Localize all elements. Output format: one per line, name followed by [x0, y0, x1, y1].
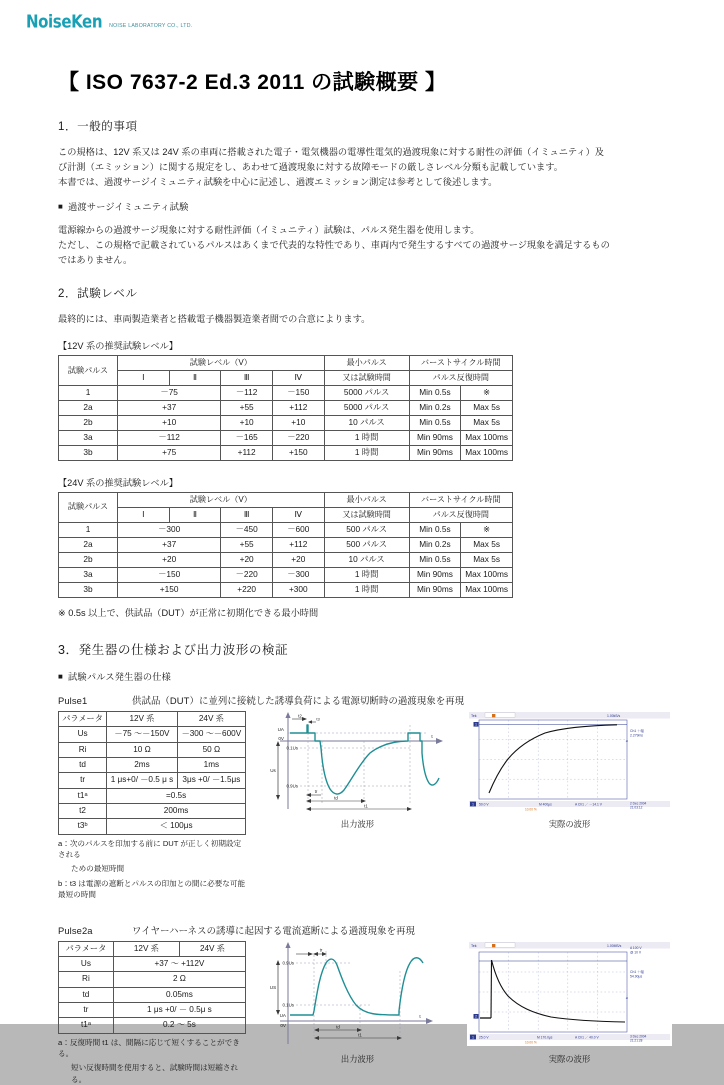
cell-burst: Min 0.2s — [409, 400, 461, 415]
pulse2a-scope-ch-readout: Ch1 ＋幅 — [630, 969, 644, 974]
table-24v-label: 【24V 系の推奨試験レベル】 — [58, 478, 178, 489]
cell-repetition: ※ — [461, 522, 513, 537]
pulse2a-output-caption: 出力波形 — [340, 1053, 375, 1064]
parameter-row — [59, 1002, 246, 1017]
pulse1-scope-figure — [467, 711, 672, 830]
cell-pulse: 2a — [59, 537, 118, 552]
pulse1-label-us: Us — [270, 767, 276, 773]
cell-level-iii: +220 — [221, 582, 273, 597]
pulse1-label-09us: 0.9Us — [286, 783, 298, 789]
cell-param-value-24v: 50 Ω — [177, 742, 245, 757]
pulse1-block — [58, 693, 672, 901]
pulse2a-waveform-figure — [260, 941, 455, 1065]
pulse2a-footnote-a-1: a：反復時間 t1 は、間隔に応じて短くすることができる。 — [58, 1037, 240, 1058]
cell-param-value-both: ＜ 100μs — [107, 819, 246, 834]
cell-repetition: Max 100ms — [461, 431, 513, 446]
table-row — [59, 537, 513, 552]
pulse2a-label-tr: tr — [319, 947, 323, 953]
cell-level-iii: +20 — [221, 552, 273, 567]
parameter-header-row — [59, 941, 246, 956]
th-burst-top: バーストサイクル時間 — [409, 493, 512, 508]
svg-text:1.00kS/s: 1.00kS/s — [607, 713, 621, 718]
pulse1-scope-time: 21:03:12 — [630, 805, 643, 810]
parameter-row — [59, 956, 246, 971]
pulse2a-actual-caption: 実際の波形 — [548, 1053, 591, 1064]
pulse1-waveform-figure — [260, 711, 455, 830]
pulse1-actual-caption: 実際の波形 — [548, 818, 591, 829]
table-row — [59, 416, 513, 431]
parameter-row — [59, 788, 246, 803]
cell-param-value-both: 2 Ω — [113, 972, 245, 987]
logo-wordmark: NoiseKen — [26, 10, 103, 33]
pulse1-scope-ch-readout: Ch1 ＋幅 — [630, 728, 644, 733]
parameter-header-row — [59, 711, 246, 726]
pulse2a-block — [58, 923, 672, 1085]
pulse1-label-ua: UA — [277, 726, 284, 732]
pulse1-label-t: t — [431, 733, 433, 739]
th-level-i: Ⅰ — [118, 507, 170, 522]
th-pulse: 試験パルス — [59, 493, 118, 523]
pulse1-footnote-a-2: ための最短時間 — [71, 864, 125, 874]
parameter-row — [59, 1018, 246, 1033]
svg-text:◄: ◄ — [625, 995, 629, 1000]
pulse1-label-t2: t2 — [298, 713, 302, 719]
pulse1-label-tr: tr — [314, 788, 318, 794]
cell-level-iii: －450 — [221, 522, 273, 537]
table-12v-body — [59, 385, 513, 460]
cell-level-i-ii: +37 — [118, 400, 221, 415]
parameter-row — [59, 819, 246, 834]
cell-param-value-12v: 1 μs+0/ －0.5 μ s — [107, 773, 178, 788]
pulse2a-scope-date: 3 Dec 2004 — [630, 1034, 647, 1039]
cell-level-iii: －165 — [221, 431, 273, 446]
pulse2a-label-ua: UA — [279, 1012, 286, 1018]
table-row — [59, 582, 513, 597]
parameter-row — [59, 742, 246, 757]
cell-level-i-ii: －150 — [118, 567, 221, 582]
cell-burst: Min 0.5s — [409, 416, 461, 431]
cell-param-name: Us — [59, 956, 114, 971]
th-param: パラメータ — [59, 711, 107, 726]
cell-min-pulse: 5000 パルス — [324, 385, 409, 400]
cell-param-value-both: 200ms — [107, 803, 246, 818]
pulse2a-description: ワイヤーハーネスの誘導に起因する電流遮断による過渡現象を再現 — [132, 924, 416, 936]
cell-param-name: t1ᵃ — [59, 788, 107, 803]
th-24v: 24V 系 — [179, 941, 245, 956]
table-12v-head — [59, 356, 513, 386]
table-24v-head-row-1 — [59, 493, 513, 508]
pulse1-footnote-b: b：t3 は電源の遮断とパルスの印加との間に必要な可能最短の時間 — [58, 878, 246, 900]
cell-level-i-ii: +10 — [118, 416, 221, 431]
cell-param-value-24v: 3μs +0/ －1.5μs — [177, 773, 245, 788]
cell-pulse: 3b — [59, 446, 118, 461]
pulse1-waveform-svg — [260, 711, 455, 816]
cell-level-iii: +55 — [221, 537, 273, 552]
cell-param-value-both: =0.5s — [107, 788, 246, 803]
s1-p1-line2: び計測（エミッション）に関する規定をし、あわせて過渡現象に対する故障モードの厳しさレベル分類も記載しています。 — [58, 161, 563, 172]
table-24v-body — [59, 522, 513, 597]
section-1-sub-heading: ■ 過渡サージイミュニティ試験 — [58, 199, 672, 213]
company-logo — [26, 10, 193, 33]
pulse2a-scope-figure — [467, 941, 672, 1065]
table-row — [59, 446, 513, 461]
cell-level-iii: －220 — [221, 567, 273, 582]
cell-burst: Min 90ms — [409, 582, 461, 597]
cell-param-value-both: 0.05ms — [113, 987, 245, 1002]
level-table-footnote: ※ 0.5s 以上で、供試品（DUT）が正常に初期化できる最小時間 — [58, 607, 319, 618]
pulse1-table-body — [59, 711, 246, 834]
table-12v-label: 【12V 系の推奨試験レベル】 — [58, 341, 178, 352]
section-3-sub-heading: ■ 試験パルス発生器の仕様 — [58, 669, 672, 683]
th-level-iv: Ⅳ — [272, 371, 324, 386]
table-row — [59, 522, 513, 537]
cell-param-value-both: +37 ～ +112V — [113, 956, 245, 971]
s1-p2-line2: ただし、この規格で記載されているパルスはあくまで代表的な特性であり、車両内で発生するすべての過渡サージ現象を満足するもの — [58, 239, 610, 250]
pulse1-label-t3: t3 — [316, 716, 320, 722]
svg-text:2: 2 — [475, 1014, 477, 1019]
cell-level-i-ii: －112 — [118, 431, 221, 446]
parameter-row — [59, 727, 246, 742]
cell-level-iv: －300 — [272, 567, 324, 582]
pulse2a-heading — [58, 923, 672, 937]
pulse2a-scope-tek: Tek — [471, 943, 477, 948]
cell-repetition: Max 5s — [461, 537, 513, 552]
th-min-top: 最小パルス — [324, 493, 409, 508]
cell-param-value-12v: 10 Ω — [107, 742, 178, 757]
th-burst-bottom: パルス反復時間 — [409, 371, 512, 386]
table-12v-head-row-2 — [59, 371, 513, 386]
th-level-iii: Ⅲ — [221, 371, 273, 386]
pulse2a-row — [58, 941, 672, 1085]
section-1-paragraph-1 — [58, 145, 672, 190]
th-min-bottom: 又は試験時間 — [324, 507, 409, 522]
cell-repetition: Max 5s — [461, 416, 513, 431]
page-title: 【 ISO 7637-2 Ed.3 2011 の試験概要 】 — [58, 71, 447, 94]
cell-level-iv: +300 — [272, 582, 324, 597]
th-burst-top: バーストサイクル時間 — [409, 356, 512, 371]
cell-min-pulse: 1 時間 — [324, 567, 409, 582]
cell-min-pulse: 1 時間 — [324, 446, 409, 461]
pulse1-label-td: td — [334, 795, 338, 801]
parameter-row — [59, 972, 246, 987]
cell-param-name: t1ᵃ — [59, 1018, 114, 1033]
pulse2a-scope-trig: A Ch1 ／ 40.0 V — [575, 1034, 599, 1039]
th-burst-bottom: パルス反復時間 — [409, 507, 512, 522]
pulse1-output-caption: 出力波形 — [340, 818, 375, 829]
s1-p1-line1: この規格は、12V 系又は 24V 系の車両に搭載された電子・電気機器の電導性電気的過渡現象に対する耐性の評価（イミュニティ）及 — [58, 147, 605, 157]
svg-text:◄: ◄ — [625, 738, 629, 743]
svg-text:25.0 V: 25.0 V — [479, 1034, 489, 1039]
cell-pulse: 1 — [59, 385, 118, 400]
cell-param-name: tr — [59, 773, 107, 788]
th-param: パラメータ — [59, 941, 114, 956]
section-3-heading: 3．発生器の仕様および出力波形の検証 — [58, 642, 289, 657]
svg-text:1.00MS/s: 1.00MS/s — [607, 943, 622, 948]
section-1-heading: 1．一般的事項 — [58, 121, 138, 133]
th-level-ii: Ⅱ — [169, 507, 221, 522]
cell-level-iv: －600 — [272, 522, 324, 537]
cell-level-iii: －112 — [221, 385, 273, 400]
test-level-table-24v — [58, 492, 513, 598]
cell-param-value-both: 0.2 ～ 5s — [113, 1018, 245, 1033]
th-level-i: Ⅰ — [118, 371, 170, 386]
cell-pulse: 2b — [59, 552, 118, 567]
cell-param-value-both: 1 μs +0/ － 0.5μ s — [113, 1002, 245, 1017]
th-level-group: 試験レベル（V） — [118, 356, 325, 371]
cell-level-iv: －220 — [272, 431, 324, 446]
cell-repetition: Max 100ms — [461, 567, 513, 582]
pulse1-scope-tek: Tek — [471, 713, 477, 718]
parameter-row — [59, 803, 246, 818]
cell-param-name: Ri — [59, 742, 107, 757]
cell-min-pulse: 1 時間 — [324, 582, 409, 597]
table-row — [59, 431, 513, 446]
table-row — [59, 400, 513, 415]
cell-level-i-ii: －75 — [118, 385, 221, 400]
cell-min-pulse: 1 時間 — [324, 431, 409, 446]
cell-level-iv: +112 — [272, 537, 324, 552]
cell-min-pulse: 500 パルス — [324, 537, 409, 552]
pulse2a-scope-ch-a: A 100 V — [630, 945, 642, 950]
parameter-row — [59, 773, 246, 788]
s1-p1-line3: 本書では、過渡サージイミュニティ試験を中心に記述し、過渡エミッション測定は参考として後述します。 — [58, 176, 498, 187]
th-12v: 12V 系 — [107, 711, 178, 726]
svg-text:1: 1 — [472, 1034, 474, 1039]
pulse1-label-t1: t1 — [364, 803, 368, 809]
th-min-top: 最小パルス — [324, 356, 409, 371]
table-row — [59, 567, 513, 582]
cell-repetition: Max 5s — [461, 400, 513, 415]
s1-p2-line1: 電源線からの過渡サージ現象に対する耐性評価（イミュニティ）試験は、パルス発生器を使用します。 — [58, 224, 480, 235]
table-row — [59, 385, 513, 400]
th-level-iii: Ⅲ — [221, 507, 273, 522]
pulse2a-table-body — [59, 941, 246, 1033]
svg-text:1: 1 — [475, 722, 477, 727]
th-level-group: 試験レベル（V） — [118, 493, 325, 508]
pulse2a-label-us: US — [269, 984, 277, 990]
pulse1-scope-ch-value: 2.279ms — [630, 733, 644, 738]
th-24v: 24V 系 — [177, 711, 245, 726]
s1-p2-line3: ではありません。 — [58, 254, 133, 265]
pulse1-scope-trig: A Ch1 ／ －14.1 V — [575, 802, 602, 807]
pulse1-scope-ch1-scale: 50.0 V — [479, 802, 489, 807]
pulse2a-scope-timebase: M 170.0μs — [537, 1034, 553, 1039]
th-12v: 12V 系 — [113, 941, 179, 956]
pulse2a-label-09us: 0.9Us — [282, 960, 294, 966]
cell-param-name: tr — [59, 1002, 114, 1017]
cell-pulse: 2b — [59, 416, 118, 431]
cell-level-i-ii: +20 — [118, 552, 221, 567]
cell-burst: Min 0.5s — [409, 385, 461, 400]
th-level-ii: Ⅱ — [169, 371, 221, 386]
pulse1-description: 供試品（DUT）に並列に接続した誘導負荷による電源切断時の過渡現象を再現 — [132, 694, 465, 706]
pulse2a-parameter-table — [58, 941, 246, 1034]
pulse2a-footnote-a-2: 短い反復時間を使用すると、試験時間は短縮される。 — [71, 1063, 239, 1084]
table-12v-head-row-1 — [59, 356, 513, 371]
pulse1-scope-svg — [467, 711, 672, 816]
pulse2a-table-col — [58, 941, 246, 1085]
cell-param-name: td — [59, 757, 107, 772]
section-1-paragraph-2 — [58, 223, 672, 268]
cell-level-i-ii: +150 — [118, 582, 221, 597]
cell-level-iv: +10 — [272, 416, 324, 431]
pulse1-scope-timebase: M 400μs — [539, 802, 552, 807]
th-min-bottom: 又は試験時間 — [324, 371, 409, 386]
pulse2a-waveform-svg — [260, 941, 455, 1051]
svg-text:1: 1 — [472, 802, 474, 807]
cell-burst: Min 90ms — [409, 446, 461, 461]
pulse2a-label-0v: 0V — [280, 1022, 286, 1028]
cell-burst: Min 0.5s — [409, 522, 461, 537]
pulse1-table-col — [58, 711, 246, 901]
cell-pulse: 1 — [59, 522, 118, 537]
cell-param-name: t2 — [59, 803, 107, 818]
cell-param-name: Us — [59, 727, 107, 742]
pulse2a-label-t1: t1 — [358, 1032, 362, 1038]
cell-level-iv: +20 — [272, 552, 324, 567]
cell-min-pulse: 5000 パルス — [324, 400, 409, 415]
pulse1-name: Pulse1 — [58, 694, 88, 706]
cell-param-value-12v: －75 ～－150V — [107, 727, 178, 742]
cell-pulse: 3a — [59, 567, 118, 582]
cell-repetition: Max 5s — [461, 552, 513, 567]
table-24v-head-row-2 — [59, 507, 513, 522]
logo-subtitle: NOISE LABORATORY CO., LTD. — [109, 23, 193, 30]
pulse2a-scope-time: 21:21:28 — [630, 1038, 643, 1043]
pulse2a-scope-ch-b: @ 10 V — [630, 950, 642, 955]
table-24v-head — [59, 493, 513, 523]
cell-repetition: Max 100ms — [461, 446, 513, 461]
test-level-table-12v — [58, 355, 513, 461]
th-pulse: 試験パルス — [59, 356, 118, 386]
parameter-row — [59, 987, 246, 1002]
cell-min-pulse: 10 パルス — [324, 552, 409, 567]
cell-level-iii: +55 — [221, 400, 273, 415]
parameter-row — [59, 757, 246, 772]
cell-pulse: 2a — [59, 400, 118, 415]
pulse1-heading — [58, 693, 672, 707]
cell-param-value-24v: －300 ～－600V — [177, 727, 245, 742]
cell-repetition: Max 100ms — [461, 582, 513, 597]
cell-repetition: ※ — [461, 385, 513, 400]
pulse1-label-01us: 0.1Us — [286, 745, 298, 751]
cell-level-iv: +112 — [272, 400, 324, 415]
pulse2a-scope-svg — [467, 941, 672, 1051]
pulse2a-label-t: t — [419, 1013, 421, 1019]
document-body — [58, 118, 672, 1085]
cell-param-name: td — [59, 987, 114, 1002]
section-2-intro: 最終的には、車両製造業者と搭載電子機器製造業者間での合意によります。 — [58, 314, 371, 325]
cell-param-name: Ri — [59, 972, 114, 987]
cell-pulse: 3a — [59, 431, 118, 446]
cell-level-i-ii: －300 — [118, 522, 221, 537]
pulse1-scope-date: 2 Dec 2004 — [630, 801, 647, 806]
cell-min-pulse: 10 パルス — [324, 416, 409, 431]
cell-level-i-ii: +37 — [118, 537, 221, 552]
pulse1-footnote-a-1: a：次のパルスを印加する前に DUT が正しく初期設定される — [58, 838, 242, 859]
cell-level-iii: +10 — [221, 416, 273, 431]
pulse1-label-0v: 0V — [278, 735, 284, 741]
cell-burst: Min 0.5s — [409, 552, 461, 567]
cell-level-iii: +112 — [221, 446, 273, 461]
cell-param-value-12v: 2ms — [107, 757, 178, 772]
cell-burst: Min 0.2s — [409, 537, 461, 552]
cell-min-pulse: 500 パルス — [324, 522, 409, 537]
cell-level-iv: －150 — [272, 385, 324, 400]
section-2-heading: 2．試験レベル — [58, 288, 138, 301]
pulse2a-scope-ch-value: 54.90μs — [630, 974, 643, 979]
pulse1-parameter-table — [58, 711, 246, 835]
cell-level-i-ii: +75 — [118, 446, 221, 461]
cell-param-value-24v: 1ms — [177, 757, 245, 772]
pulse1-scope-percent: 10.00 % — [525, 807, 537, 812]
table-row — [59, 552, 513, 567]
pulse2a-scope-percent: 10.00 % — [525, 1040, 537, 1045]
th-level-iv: Ⅳ — [272, 507, 324, 522]
pulse2a-label-td: td — [336, 1024, 340, 1030]
pulse2a-label-01us: 0.1Us — [282, 1002, 294, 1008]
pulse1-row — [58, 711, 672, 901]
cell-burst: Min 90ms — [409, 567, 461, 582]
cell-level-iv: +150 — [272, 446, 324, 461]
cell-param-name: t3ᵇ — [59, 819, 107, 834]
pulse2a-name: Pulse2a — [58, 924, 93, 936]
cell-burst: Min 90ms — [409, 431, 461, 446]
cell-pulse: 3b — [59, 582, 118, 597]
